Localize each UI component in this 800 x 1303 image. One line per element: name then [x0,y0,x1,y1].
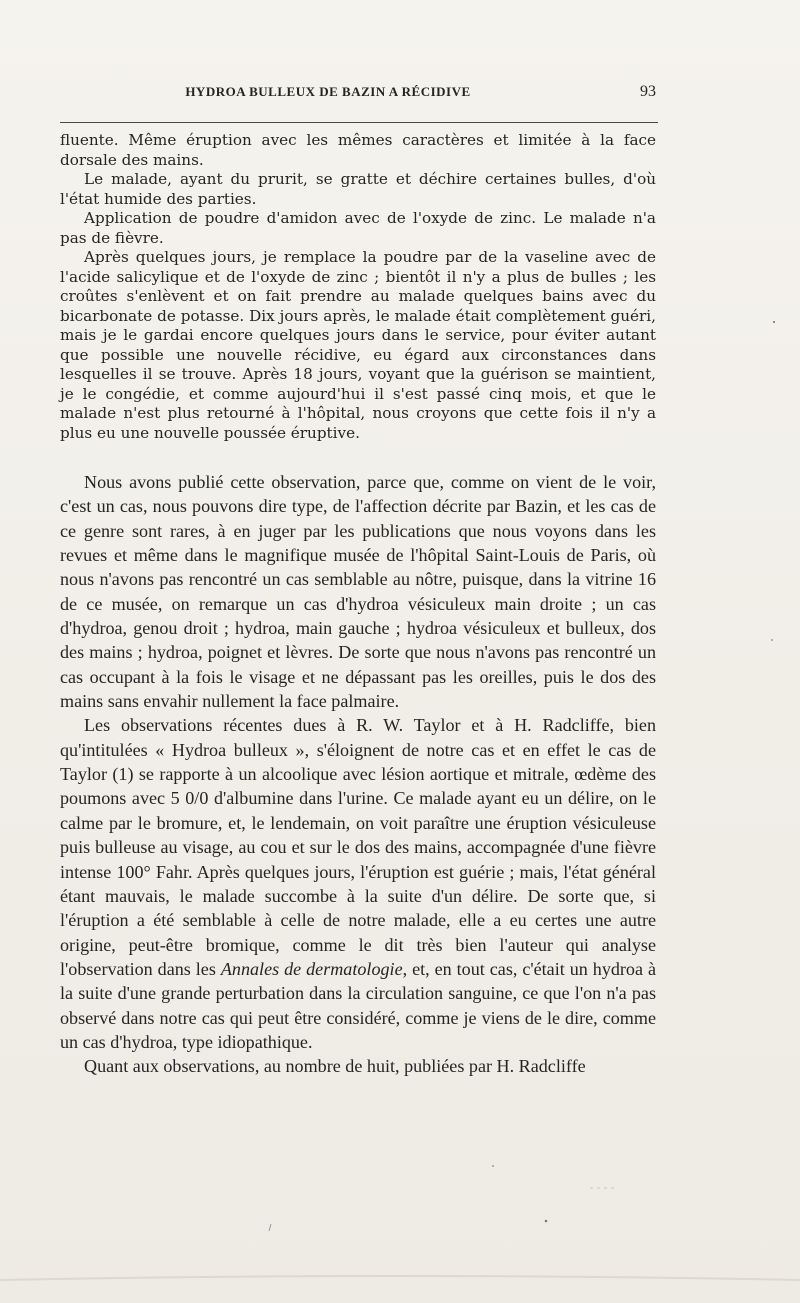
case-paragraph-2: Le malade, ayant du prurit, se gratte et déchire certaines bulles, d'où l'état humide des parties. [60,170,656,208]
discussion-paragraph-2 [60,713,656,1054]
running-head [60,84,656,106]
page-number: 93 [640,83,656,100]
speck [0,1276,800,1280]
header-rule [60,122,658,123]
speck [773,321,775,323]
discussion-paragraph-2-text-b: , et, en tout cas, c'était un hydroa à la suite d'une grande perturbation dans la circulation sanguine, ce que l'on n'a pas observé dans notre cas qui peut être considéré, comme je viens de le dire, comme un cas d'hydroa, type idiopathique. [60,958,656,1052]
case-paragraph-4: Après quelques jours, je remplace la poudre par de la vaseline avec de l'acide salicylique et de l'oxyde de zinc ; bientôt il n'y a plus de bulles ; les croûtes s'enlèvent et on fait prendre au malade quelques bains avec du bicarbonate de potasse. Dix jours après, le malade était complètement guéri, mais je le gardai encore quelques jours dans le service, pour éviter autant que possible une nouvelle récidive, eu égard aux circonstances dans lesquelles il se trouve. Après 18 jours, voyant que la guérison se maintient, je le congédie, et comme aujourd'hui il s'est passé cinq mois, et que le malade n'est plus retourné à l'hôpital, nous croyons que cette fois il n'y a plus eu une nouvelle poussée éruptive. [60,248,656,442]
discussion-paragraph-3: Quant aux observations, au nombre de huit, publiées par H. Radcliffe [84,1056,586,1077]
speck [545,1220,548,1223]
speck [492,1165,494,1167]
running-title: HYDROA BULLEUX DE BAZIN A RÉCIDIVE [185,84,471,99]
case-report-text [60,131,656,443]
discussion-text [60,470,656,1079]
discussion-paragraph-2-text-a: Les observations récentes dues à R. W. Taylor et à H. Radcliffe, bien qu'intitulées « Hydroa bulleux », s'éloignent de notre cas et en effet le cas de Taylor (1) se rapporte à un alcoolique avec lésion aortique et mitrale, œdème des poumons avec 5 0/0 d'albumine dans l'urine. Ce malade ayant eu un délire, on le calme par le bromure, et, le lendemain, on voit paraître une éruption vésiculeuse puis bulleuse au visage, au cou et sur le dos des mains, accompagnée d'une fièvre intense 100° Fahr. Après quelques jours, l'éruption est guérie ; mais, l'état général étant mauvais, le malade succombe à la suite d'un délire. De sorte que, si l'éruption a été semblable à celle de notre malade, elle a eu certes une autre origine, peut-être bromique, comme le dit très bien l'auteur qui analyse l'observation dans les [60,715,656,979]
case-paragraph-1: fluente. Même éruption avec les mêmes caractères et limitée à la face dorsale des mains. [60,131,656,169]
speck [771,639,773,641]
speck [269,1224,271,1231]
discussion-paragraph-1: Nous avons publié cette observation, parce que, comme on vient de le voir, c'est un cas, nous pouvons dire type, de l'affection décrite par Bazin, et les cas de ce genre sont rares, à en juger par les publications que nous voyons dans les revues et même dans le magnifique musée de l'hôpital Saint-Louis de Paris, où nous n'avons pas rencontré un cas semblable au nôtre, puisque, dans la vitrine 16 de ce musée, on remarque un cas d'hydroa vésiculeux main droite ; un cas d'hydroa, genou droit ; hydroa, main gauche ; hydroa vésiculeux et bulleux, dos des mains ; hydroa, poignet et lèvres. De sorte que nous n'avons pas rencontré un cas occupant à la fois le visage et ne dépassant pas les oreilles, puis le dos des mains sans envahir nullement la face palmaire. [60,472,656,712]
journal-title: Annales de dermatologie [220,958,403,979]
case-paragraph-3: Application de poudre d'amidon avec de l'oxyde de zinc. Le malade n'a pas de fièvre. [60,209,656,247]
